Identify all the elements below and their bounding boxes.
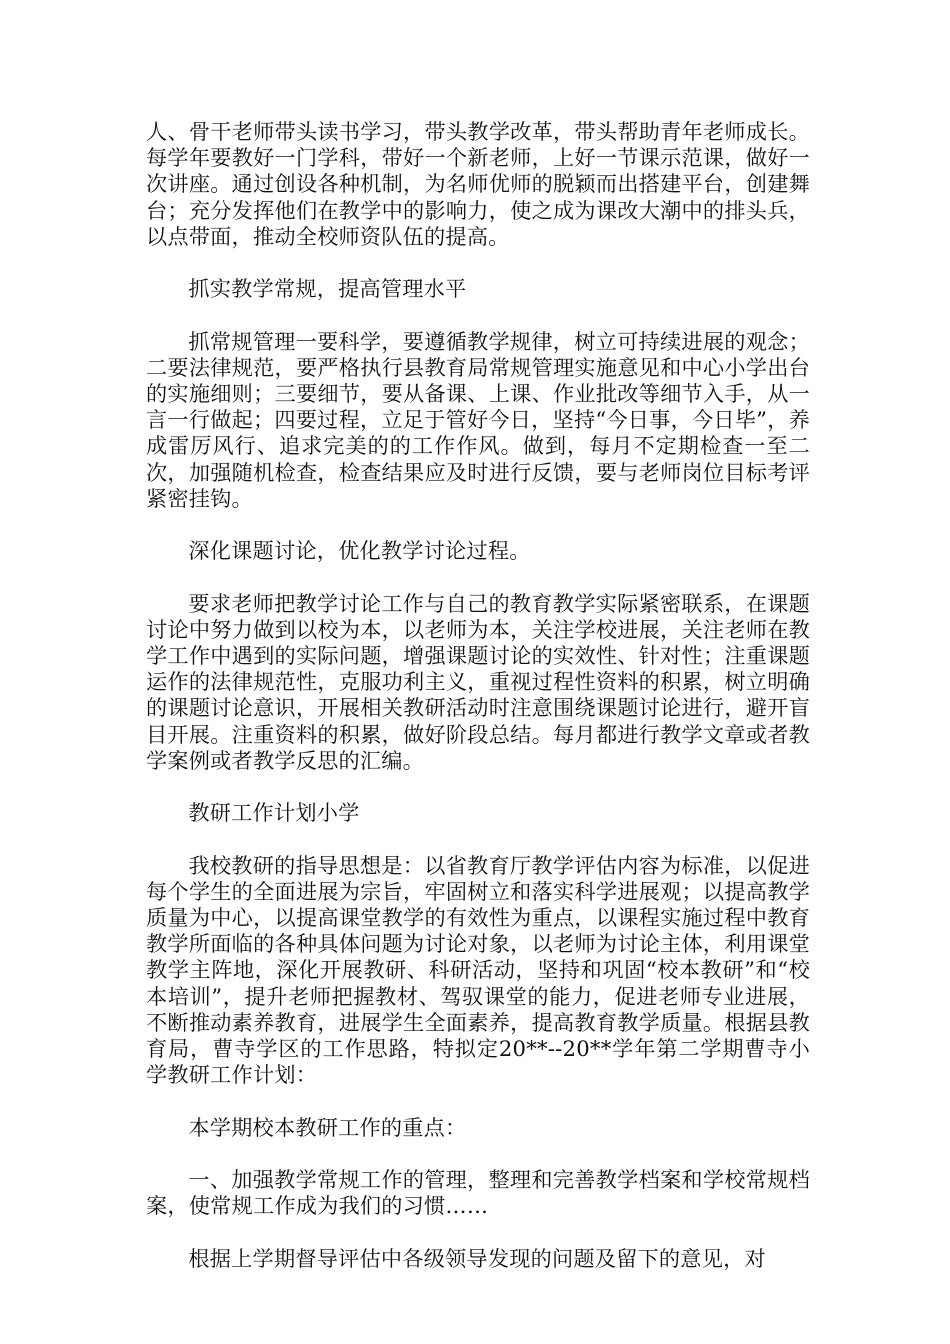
section-heading-routine: 抓实教学常规，提高管理水平: [188, 276, 467, 302]
paragraph-inspection-feedback: 根据上学期督导评估中各级领导发现的问题及留下的意见，对: [188, 1245, 766, 1271]
paragraph-guiding-ideology: 我校教研的指导思想是：以省教育厅教学评估内容为标准，以促进每个学生的全面进展为宗旨，牢固树立和落实科学进展观；以提高教学质量为中心，以提高课堂教学的有效性为重点，以课程实施过程中教育教学所面临的各种具体问题为讨论对象，以老师为讨论主体，利用课堂教学主阵地，深化开展教研、科研活动，坚持和巩固“校本教研”和“校本培训”，提升老师把握教材、驾驭课堂的能力，促进老师专业进展，不断推动素养教育，进展学生全面素养，提高教育教学质量。根据县教育局，曹寺学区的工作思路，特拟定20**--20**学年第二学期曹寺小学教研工作计划：: [146, 852, 810, 1088]
section-heading-focus: 本学期校本教研工作的重点：: [188, 1114, 467, 1140]
paragraph-routine-management: 抓常规管理一要科学，要遵循教学规律，树立可持续进展的观念；二要法律规范，要严格执行县教育局常规管理实施意见和中心小学出台的实施细则；三要细节，要从备课、上课、作业批改等细节入手，从一言一行做起；四要过程，立足于管好今日，坚持“今日事，今日毕”，养成雷厉风行、追求完美的的工作作风。做到，每月不定期检查一至二次，加强随机检查，检查结果应及时进行反馈，要与老师岗位目标考评紧密挂钩。: [146, 328, 810, 511]
paragraph-research-requirements: 要求老师把教学讨论工作与自己的教育教学实际紧密联系，在课题讨论中努力做到以校为本，以老师为本，关注学校进展，关注老师在教学工作中遇到的实际问题，增强课题讨论的实效性、针对性；注重课题运作的法律规范性，克服功利主义，重视过程性资料的积累，树立明确的课题讨论意识，开展相关教研活动时注意围绕课题讨论进行，避开盲目开展。注重资料的积累，做好阶段总结。每月都进行教学文章或者教学案例或者教学反思的汇编。: [146, 590, 810, 773]
section-heading-research: 深化课题讨论，优化教学讨论过程。: [188, 538, 531, 564]
section-heading-plan: 教研工作计划小学: [188, 800, 360, 826]
paragraph-continued: 人、骨干老师带头读书学习，带头教学改革，带头帮助青年老师成长。每学年要教好一门学科，带好一个新老师，上好一节课示范课，做好一次讲座。通过创设各种机制，为名师优师的脱颖而出搭建平台，创建舞台；充分发挥他们在教学中的影响力，使之成为课改大潮中的排头兵，以点带面，推动全校师资队伍的提高。: [146, 119, 810, 249]
paragraph-focus-item-one: 一、加强教学常规工作的管理，整理和完善教学档案和学校常规档案，使常规工作成为我们的习惯……: [146, 1167, 810, 1219]
document-page: [146, 119, 810, 1298]
